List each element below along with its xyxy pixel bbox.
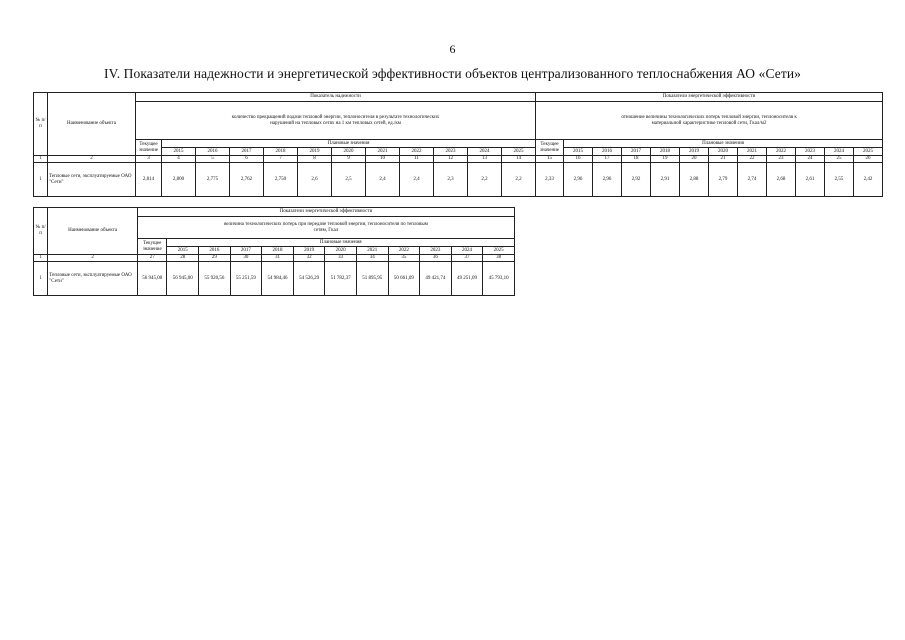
- column-number: 1: [34, 156, 48, 163]
- year-header: 2022: [388, 247, 420, 255]
- reliability-planned-value: 2,800: [162, 163, 196, 197]
- column-number: 24: [796, 156, 825, 163]
- efficiency-planned-value: 2,61: [796, 163, 825, 197]
- column-number: 12: [434, 156, 468, 163]
- year-header: 2021: [366, 148, 400, 156]
- heat-losses-table: [33, 207, 515, 296]
- planned-values-header: Плановые значения: [564, 140, 883, 148]
- column-number: 21: [709, 156, 738, 163]
- year-header: 2018: [264, 148, 298, 156]
- column-number: 5: [196, 156, 230, 163]
- reliability-planned-value: 2,2: [468, 163, 502, 197]
- losses-planned-value: 55 251,59: [230, 262, 262, 296]
- column-number: 37: [451, 255, 483, 262]
- reliability-planned-value: 2,4: [400, 163, 434, 197]
- column-number: 17: [593, 156, 622, 163]
- year-header: 2020: [709, 148, 738, 156]
- year-header: 2017: [622, 148, 651, 156]
- year-header: 2024: [825, 148, 854, 156]
- reliability-planned-value: 2,2: [502, 163, 536, 197]
- reliability-efficiency-table: [33, 92, 883, 197]
- reliability-description: количество прекращений подачи тепловой энергии, теплоносителя в результате технологических нарушений на тепловых сетях на 1 км тепловых сетей, ед./км: [136, 102, 536, 140]
- column-number: 13: [468, 156, 502, 163]
- column-number: 35: [388, 255, 420, 262]
- column-number: 33: [325, 255, 357, 262]
- year-header: 2018: [651, 148, 680, 156]
- column-number: 6: [230, 156, 264, 163]
- column-number: 29: [199, 255, 231, 262]
- col-header-name: Наименование объекта: [48, 93, 136, 156]
- column-number: 26: [854, 156, 883, 163]
- column-number: 2: [48, 156, 136, 163]
- col-header-num: № п/п: [34, 208, 48, 255]
- year-header: 2024: [451, 247, 483, 255]
- column-number: 32: [293, 255, 325, 262]
- losses-planned-value: 45 793,10: [483, 262, 515, 296]
- column-number: 20: [680, 156, 709, 163]
- column-number: 18: [622, 156, 651, 163]
- group-header-efficiency: Показатели энергетической эффективности: [137, 208, 514, 217]
- efficiency-planned-value: 2,92: [622, 163, 651, 197]
- reliability-planned-value: 2,6: [298, 163, 332, 197]
- row-object-name: Тепловые сети, эксплуатируемые ОАО "Сети": [48, 262, 138, 296]
- year-header: 2023: [420, 247, 452, 255]
- losses-planned-value: 56 945,00: [167, 262, 199, 296]
- reliability-planned-value: 2,4: [366, 163, 400, 197]
- column-number: 36: [420, 255, 452, 262]
- year-header: 2025: [502, 148, 536, 156]
- table-row: [34, 163, 883, 197]
- column-number: 9: [332, 156, 366, 163]
- planned-values-header: Плановые значения: [162, 140, 536, 148]
- column-number: 22: [738, 156, 767, 163]
- efficiency-planned-value: 2,68: [767, 163, 796, 197]
- column-number: 1: [34, 255, 48, 262]
- column-number: 4: [162, 156, 196, 163]
- efficiency-current-value: 2,33: [536, 163, 564, 197]
- losses-planned-value: 49 421,74: [420, 262, 452, 296]
- column-number: 31: [262, 255, 294, 262]
- column-number: 34: [356, 255, 388, 262]
- efficiency-description: отношение величины технологических потерь тепловой энергии, теплоносителя к материальной характеристике тепловой сети, Гкал/м2: [536, 102, 883, 140]
- year-header: 2023: [434, 148, 468, 156]
- efficiency-planned-value: 2,79: [709, 163, 738, 197]
- year-header: 2022: [400, 148, 434, 156]
- year-header: 2025: [483, 247, 515, 255]
- year-header: 2021: [738, 148, 767, 156]
- column-number: 16: [564, 156, 593, 163]
- column-number: 11: [400, 156, 434, 163]
- reliability-planned-value: 2,3: [434, 163, 468, 197]
- efficiency-planned-value: 2,55: [825, 163, 854, 197]
- column-number: 7: [264, 156, 298, 163]
- losses-planned-value: 54 984,46: [262, 262, 294, 296]
- year-header: 2023: [796, 148, 825, 156]
- planned-values-header: Плановые значения: [167, 239, 515, 247]
- column-number: 14: [502, 156, 536, 163]
- group-header-efficiency: Показатели энергетической эффективности: [536, 93, 883, 102]
- year-header: 2020: [325, 247, 357, 255]
- current-value-header: Текущее значение: [137, 239, 167, 255]
- table-row: [34, 262, 515, 296]
- page-number: 6: [449, 42, 456, 56]
- losses-planned-value: 55 920,56: [199, 262, 231, 296]
- losses-current-value: 56 945,00: [137, 262, 167, 296]
- column-number: 10: [366, 156, 400, 163]
- year-header: 2025: [854, 148, 883, 156]
- row-object-name: Тепловые сети, эксплуатируемые ОАО "Сети": [48, 163, 136, 197]
- reliability-planned-value: 2,775: [196, 163, 230, 197]
- column-number: 8: [298, 156, 332, 163]
- reliability-planned-value: 2,762: [230, 163, 264, 197]
- year-header: 2015: [564, 148, 593, 156]
- year-header: 2022: [767, 148, 796, 156]
- losses-planned-value: 50 661,09: [388, 262, 420, 296]
- losses-planned-value: 51 782,37: [325, 262, 357, 296]
- losses-planned-value: 49 251,09: [451, 262, 483, 296]
- year-header: 2015: [167, 247, 199, 255]
- efficiency-planned-value: 2,42: [854, 163, 883, 197]
- column-number: 27: [137, 255, 167, 262]
- current-value-header: Текущее значение: [136, 140, 162, 156]
- losses-planned-value: 51 895,95: [356, 262, 388, 296]
- efficiency-planned-value: 2,74: [738, 163, 767, 197]
- losses-description: величина технологических потерь при передаче тепловой энергии, теплоносителя по тепловым сетям, Гкал: [137, 217, 514, 239]
- year-header: 2017: [230, 247, 262, 255]
- year-header: 2015: [162, 148, 196, 156]
- efficiency-planned-value: 2,96: [593, 163, 622, 197]
- losses-planned-value: 54 526,29: [293, 262, 325, 296]
- year-header: 2016: [199, 247, 231, 255]
- year-header: 2018: [262, 247, 294, 255]
- column-number: 30: [230, 255, 262, 262]
- reliability-planned-value: 2,750: [264, 163, 298, 197]
- year-header: 2019: [293, 247, 325, 255]
- page-title: IV. Показатели надежности и энергетической эффективности объектов централизованного теплоснабжения АО «Сети»: [103, 66, 802, 81]
- column-number: 25: [825, 156, 854, 163]
- column-number: 15: [536, 156, 564, 163]
- column-number: 19: [651, 156, 680, 163]
- current-value-header: Текущее значение: [536, 140, 564, 156]
- efficiency-planned-value: 2,88: [680, 163, 709, 197]
- year-header: 2021: [356, 247, 388, 255]
- year-header: 2024: [468, 148, 502, 156]
- col-header-name: Наименование объекта: [48, 208, 138, 255]
- row-number: 1: [34, 163, 48, 197]
- column-number: 28: [167, 255, 199, 262]
- column-number: 38: [483, 255, 515, 262]
- column-number: 2: [48, 255, 138, 262]
- year-header: 2020: [332, 148, 366, 156]
- col-header-num: № п/п: [34, 93, 48, 156]
- reliability-current-value: 2,814: [136, 163, 162, 197]
- year-header: 2016: [593, 148, 622, 156]
- column-number: 23: [767, 156, 796, 163]
- efficiency-planned-value: 2,96: [564, 163, 593, 197]
- row-number: 1: [34, 262, 48, 296]
- group-header-reliability: Показатель надежности: [136, 93, 536, 102]
- year-header: 2019: [680, 148, 709, 156]
- year-header: 2019: [298, 148, 332, 156]
- year-header: 2017: [230, 148, 264, 156]
- column-number: 3: [136, 156, 162, 163]
- reliability-planned-value: 2,5: [332, 163, 366, 197]
- efficiency-planned-value: 2,91: [651, 163, 680, 197]
- year-header: 2016: [196, 148, 230, 156]
